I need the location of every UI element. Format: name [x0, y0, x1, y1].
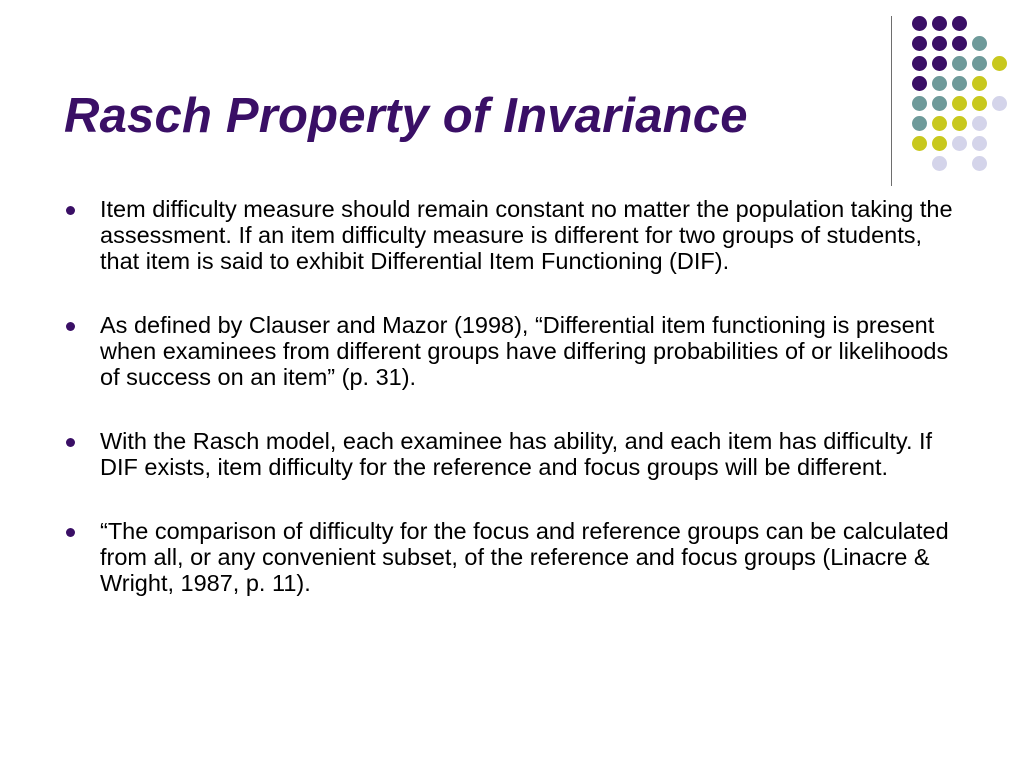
- purple-dot-icon: [952, 36, 967, 51]
- yellow-dot-icon: [952, 96, 967, 111]
- bullet-text: “The comparison of difficulty for the focus and reference groups can be calculated from all, or any convenient subset, of the reference and focus groups (Linacre & Wright, 1987, p. 11).: [100, 518, 949, 596]
- bullet-item: [66, 518, 966, 596]
- lavender-dot-icon: [972, 116, 987, 131]
- bullet-item: [66, 196, 966, 274]
- purple-dot-icon: [932, 56, 947, 71]
- lavender-dot-icon: [972, 136, 987, 151]
- bullet-dot-icon: [66, 322, 75, 331]
- slide-title: Rasch Property of Invariance: [64, 89, 748, 143]
- yellow-dot-icon: [992, 56, 1007, 71]
- bullet-dot-icon: [66, 206, 75, 215]
- purple-dot-icon: [912, 16, 927, 31]
- teal-dot-icon: [932, 96, 947, 111]
- teal-dot-icon: [972, 36, 987, 51]
- purple-dot-icon: [932, 36, 947, 51]
- bullet-item: [66, 312, 966, 390]
- teal-dot-icon: [972, 56, 987, 71]
- bullet-text: As defined by Clauser and Mazor (1998), “Differential item functioning is present when examinees from different groups have differing probabilities of or likelihoods of success on an item” (p. 31).: [100, 312, 949, 390]
- bullet-text: With the Rasch model, each examinee has ability, and each item has difficulty. If DIF exists, item difficulty for the reference and focus groups will be different.: [100, 428, 933, 480]
- yellow-dot-icon: [932, 116, 947, 131]
- purple-dot-icon: [952, 16, 967, 31]
- purple-dot-icon: [912, 76, 927, 91]
- teal-dot-icon: [952, 56, 967, 71]
- lavender-dot-icon: [972, 156, 987, 171]
- yellow-dot-icon: [972, 76, 987, 91]
- teal-dot-icon: [952, 76, 967, 91]
- yellow-dot-icon: [932, 136, 947, 151]
- bullet-item: [66, 428, 966, 480]
- purple-dot-icon: [932, 16, 947, 31]
- lavender-dot-icon: [952, 136, 967, 151]
- yellow-dot-icon: [912, 136, 927, 151]
- bullet-list: [66, 196, 966, 634]
- vertical-divider: [891, 16, 892, 186]
- teal-dot-icon: [912, 116, 927, 131]
- teal-dot-icon: [912, 96, 927, 111]
- bullet-text: Item difficulty measure should remain constant no matter the population taking the assessment. If an item difficulty measure is different for two groups of students, that item is said to exhibit Differential Item Functioning (DIF).: [100, 196, 953, 274]
- lavender-dot-icon: [932, 156, 947, 171]
- purple-dot-icon: [912, 36, 927, 51]
- yellow-dot-icon: [972, 96, 987, 111]
- bullet-dot-icon: [66, 528, 75, 537]
- lavender-dot-icon: [992, 96, 1007, 111]
- teal-dot-icon: [932, 76, 947, 91]
- yellow-dot-icon: [952, 116, 967, 131]
- bullet-dot-icon: [66, 438, 75, 447]
- purple-dot-icon: [912, 56, 927, 71]
